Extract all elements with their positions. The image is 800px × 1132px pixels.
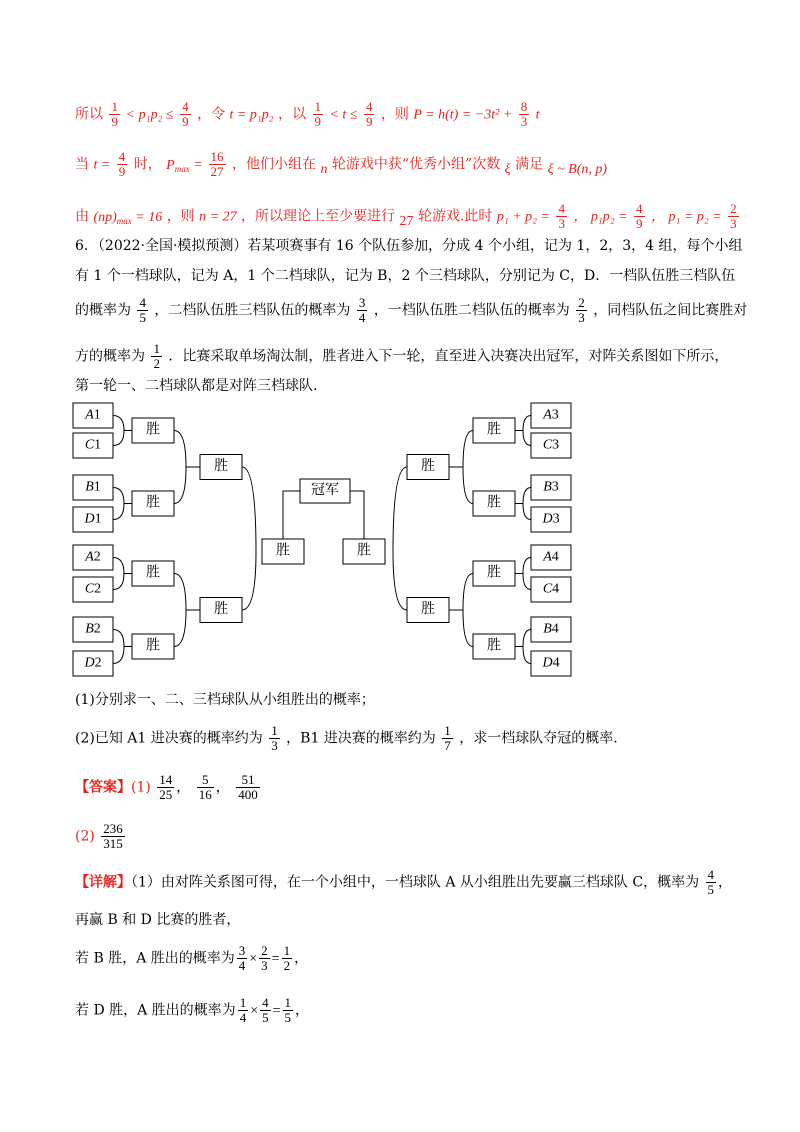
text: ．比赛采取单场淘汰制，胜者进入下一轮，直至进入决赛决出冠军，对阵关系图如下所示， [168,348,729,365]
den: 5 [139,310,146,325]
winner-label: 胜 [487,565,501,581]
math: t = [93,157,111,173]
subscript: max [116,215,132,226]
num: 14 [159,772,173,787]
math: n = 27 [199,209,237,225]
explain-line-3 [75,944,308,973]
answer-line-2 [75,822,127,851]
den: 5 [284,1010,291,1025]
num: 2 [261,943,268,958]
num: 1 [153,341,160,356]
bracket-connector [174,431,186,504]
bracket-connector [523,558,531,590]
bracket-connector [350,491,364,539]
bracket-connector [283,491,300,539]
math: 27 [399,213,414,229]
bracket-connector [523,630,531,664]
num: 4 [262,995,269,1010]
team-label: A3 [543,407,559,423]
team-label: A4 [543,549,559,565]
text: ， [295,1002,309,1019]
fraction-1-7 [442,724,453,753]
den: 400 [238,787,258,802]
winner-label: 胜 [421,602,435,618]
den: 9 [314,114,322,129]
math: = [271,951,280,967]
problem-line-1: 6．（2022·全国·模拟预测）若某项赛事有 16 个队伍参加，分成 4 个小组，记为 1，2，3，4 组，每个小组 [75,238,743,254]
den: 27 [210,164,224,179]
text: ， [176,779,191,796]
num: 2 [578,295,585,310]
num: 4 [558,201,565,216]
math: ξ [504,161,511,177]
den: 315 [103,836,123,851]
text: 所以 [75,106,103,123]
num: 1 [111,99,118,114]
math: ， p₁ = p₂ = [651,209,722,225]
num: 1 [283,943,291,958]
math: × [249,951,258,967]
den: 5 [262,1010,269,1025]
team-label: B2 [85,621,101,637]
question-1: (1)分别求一、二、三档球队从小组胜出的概率； [75,692,375,708]
team-label: D3 [542,511,560,527]
math: t [535,107,540,123]
text: ，一档队伍胜二档队伍的概率为 [373,302,570,319]
fraction-3-4 [237,944,248,973]
winner-label: 胜 [421,459,435,475]
num: 4 [707,867,715,882]
winner-label: 胜 [357,543,371,559]
math: ξ ~ B(n, p) [547,161,608,177]
text: ，同档队伍之间比赛胜对 [593,302,748,319]
num: 51 [236,773,260,788]
den: 3 [261,958,268,973]
explain-line-1 [75,868,732,897]
bracket-connector [393,467,407,610]
num: 5 [197,773,214,788]
bracket-connector [523,416,531,446]
math: < [126,107,135,123]
fraction-5-16 [197,773,214,802]
winner-label: 胜 [146,565,160,581]
text: ， [294,950,309,967]
text: ，他们小组在 [231,156,316,173]
problem-line-5: 第一轮一、二档球队都是对阵三档球队. [75,378,318,394]
math: P [166,157,175,173]
fraction-4-5 [706,868,717,897]
champion-label: 冠军 [311,483,339,499]
team-label: D1 [84,511,102,527]
winner-label: 胜 [487,422,501,438]
team-label: C4 [542,581,560,597]
fraction-1-2 [282,944,293,973]
winner-label: 胜 [146,495,160,511]
num: 1 [314,99,322,114]
explain-line-2: 再赢 B 和 D 比赛的胜者， [75,912,241,928]
den: 9 [118,164,126,179]
text: ， [215,779,230,796]
text: （1）由对阵关系图可得，在一个小组中，一档球队 A 从小组胜出先要赢三档球队 C，概率为 [131,874,700,891]
bracket-connector [463,574,473,647]
answer-tag: 【答案】 [75,779,131,796]
text: 轮游戏.此时 [417,208,493,225]
winner-label: 胜 [214,602,228,618]
math: < t ≤ [329,107,358,123]
den: 3 [558,216,565,231]
team-label: D2 [84,655,102,671]
problem-line-2: 有 1 个一档球队，记为 A，1 个二档球队，记为 B，2 个三档球队，分别记为 C，D．一档队伍胜三档队伍 [75,268,736,284]
math: (np) [93,209,117,225]
text: 的概率为 [75,302,131,319]
den: 4 [238,958,246,973]
den: 16 [198,787,212,802]
math: p₁ + p₂ = [496,209,550,225]
explain-line-4 [75,996,309,1025]
den: 2 [283,958,291,973]
winner-label: 胜 [276,543,290,559]
den: 9 [111,114,118,129]
num: 4 [182,99,189,114]
den: 9 [365,114,373,129]
text: 时， [133,156,162,173]
num: 1 [284,995,291,1010]
text: (2) [75,828,95,845]
team-label: A2 [85,549,101,565]
text: ，则 [380,106,409,123]
team-label: B4 [543,621,559,637]
text: ，以 [278,106,307,123]
den: 4 [358,310,366,325]
num: 3 [238,943,246,958]
fraction-1-3 [269,724,280,753]
text: 方的概率为 [75,348,145,365]
bracket-connector [113,488,124,520]
math: = [194,157,203,173]
num: 2 [730,201,737,216]
num: 4 [636,201,643,216]
num: 4 [118,149,126,164]
text: ，令 [197,106,226,123]
math: p₁p₂ ≤ [138,107,174,123]
num: 236 [103,821,123,836]
bracket-connector [463,431,473,504]
num: 1 [444,723,451,738]
fraction-1-4 [238,996,249,1025]
team-label: D4 [542,655,560,671]
den: 9 [636,216,643,231]
subscript: max [174,163,190,174]
math: = 16 [135,209,163,225]
text: 若 D 胜，A 胜出的概率为 [75,1002,236,1019]
fraction-51-400 [236,773,260,802]
bracket-connector [174,574,186,647]
den: 3 [520,114,528,129]
num: 8 [520,99,528,114]
math: t = p₁p₂ [229,107,274,123]
bracket-connector [113,630,124,664]
team-label: B3 [543,479,559,495]
fraction-2-3 [259,944,270,973]
math: P = h(t) = −3t² + [413,107,513,123]
math: ， p₁p₂ = [573,209,628,225]
text: 若 B 胜，A 胜出的概率为 [75,950,235,967]
team-label: B1 [85,479,101,495]
bracket-connector [523,488,531,520]
den: 3 [730,216,737,231]
winner-label: 胜 [146,422,160,438]
team-label: C3 [542,437,560,453]
den: 3 [271,738,278,753]
num: 4 [365,99,373,114]
team-label: C1 [84,437,102,453]
text: 轮游戏中获“优秀小组”次数 [331,156,501,173]
den: 2 [153,356,160,371]
den: 5 [707,882,715,897]
team-label: A1 [85,407,101,423]
text: ，则 [166,208,195,225]
text: (2)已知 A1 进决赛的概率约为 [75,730,263,747]
num: 16 [210,149,224,164]
question-2 [75,724,618,753]
bracket-connector [242,467,256,610]
text: 由 [75,208,89,225]
num: 1 [271,723,278,738]
den: 4 [239,1010,247,1025]
math: = [272,1003,281,1019]
text: ，求一档球队夺冠的概率. [459,730,618,747]
den: 3 [578,310,585,325]
num: 4 [139,295,146,310]
answer-line-1 [75,773,262,802]
text: 当 [75,156,89,173]
den: 25 [159,787,173,802]
text: ，所以理论上至少要进行 [241,208,396,225]
text: 满足 [515,156,544,173]
winner-label: 胜 [146,638,160,654]
text: ，B1 进决赛的概率约为 [286,730,436,747]
explain-tag: 【详解】 [75,874,131,891]
den: 9 [182,114,189,129]
team-label: C2 [84,581,102,597]
math: × [250,1003,259,1019]
den: 7 [444,738,451,753]
num: 1 [239,995,247,1010]
winner-label: 胜 [487,638,501,654]
text: ， [718,874,733,891]
fraction-4-5 [260,996,271,1025]
fraction-236-315 [101,822,125,851]
fraction-14-25 [157,773,174,802]
winner-label: 胜 [214,459,228,475]
bracket-connector [113,416,124,446]
num: 3 [358,295,366,310]
fraction-1-5 [283,996,294,1025]
bracket-connector [113,558,124,590]
winner-label: 胜 [487,495,501,511]
text: (1) [131,779,151,796]
math: n [320,161,328,177]
text: ，二档队伍胜三档队伍的概率为 [154,302,351,319]
